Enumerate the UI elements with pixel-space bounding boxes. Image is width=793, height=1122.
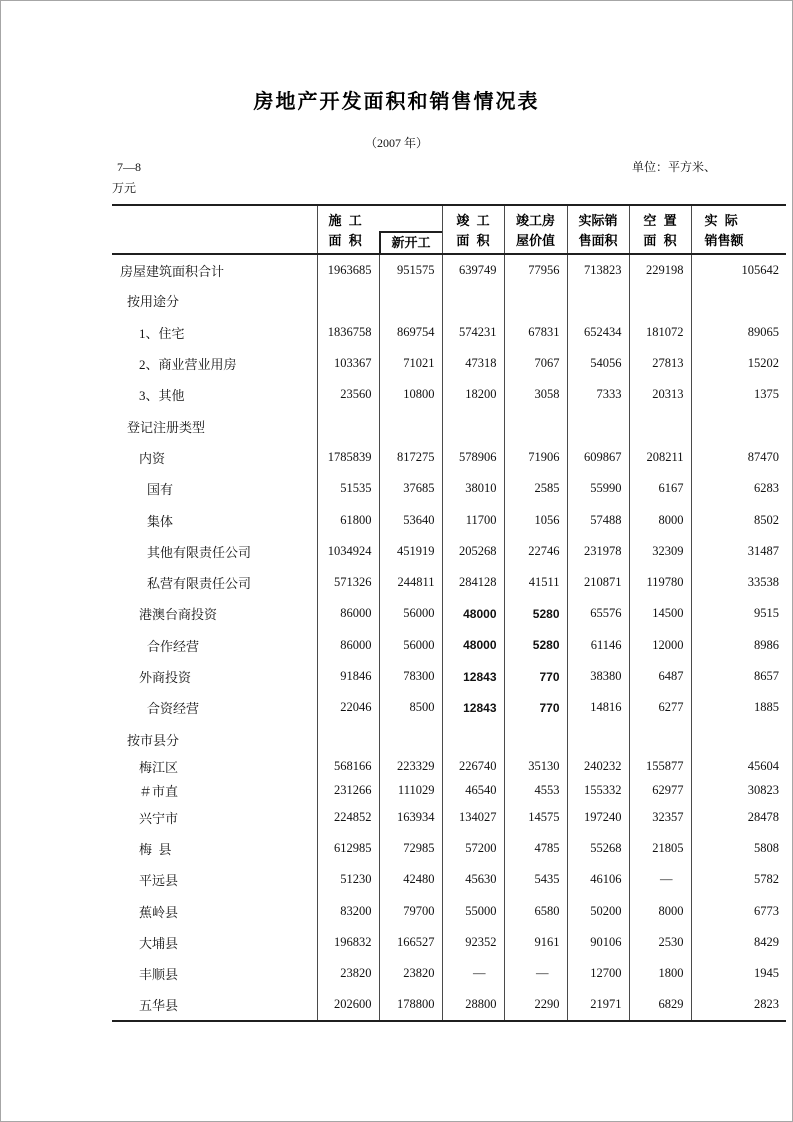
- cell-value: [442, 410, 504, 441]
- cell-value: 1785839: [317, 442, 379, 473]
- row-label: 1、住宅: [139, 325, 185, 341]
- cell-value: 57488: [567, 504, 629, 535]
- row-label: 兴宁市: [139, 810, 179, 826]
- table-row: [112, 410, 786, 441]
- col-header-vacant-area: 空 置 面 积: [629, 205, 691, 254]
- cell-value: 45630: [442, 864, 504, 895]
- cell-value: [442, 285, 504, 316]
- table-row: [112, 567, 786, 598]
- cell-value: 23560: [317, 379, 379, 410]
- cell-value: 9515: [691, 598, 786, 629]
- cell-value: 284128: [442, 567, 504, 598]
- cell-value: 48000: [442, 630, 504, 661]
- table-row: [112, 504, 786, 535]
- cell-value: 1945: [691, 958, 786, 989]
- table-row: [112, 990, 786, 1021]
- cell-value: 56000: [379, 598, 442, 629]
- cell-value: 1800: [629, 958, 691, 989]
- cell-value: 87470: [691, 442, 786, 473]
- table-row: [112, 536, 786, 567]
- cell-value: [691, 285, 786, 316]
- row-label: 五华县: [139, 998, 179, 1014]
- cell-value: [567, 410, 629, 441]
- cell-value: 92352: [442, 927, 504, 958]
- cell-value: 609867: [567, 442, 629, 473]
- cell-value: 105642: [691, 254, 786, 285]
- cell-value: 196832: [317, 927, 379, 958]
- cell-value: 7067: [504, 348, 567, 379]
- cell-value: 10800: [379, 379, 442, 410]
- row-label: 平远县: [139, 873, 179, 889]
- row-label: 私营有限责任公司: [147, 576, 252, 592]
- cell-value: [504, 285, 567, 316]
- cell-value: 86000: [317, 630, 379, 661]
- row-label: 国有: [147, 482, 174, 498]
- cell-value: 869754: [379, 317, 442, 348]
- cell-value: [379, 285, 442, 316]
- cell-value: 71021: [379, 348, 442, 379]
- cell-value: 12843: [442, 661, 504, 692]
- cell-value: 22046: [317, 692, 379, 723]
- cell-value: 21971: [567, 990, 629, 1021]
- cell-value: 574231: [442, 317, 504, 348]
- cell-value: 30823: [691, 778, 786, 802]
- cell-value: 14816: [567, 692, 629, 723]
- cell-value: 55000: [442, 896, 504, 927]
- page-title: 房地产开发面积和销售情况表: [253, 91, 540, 113]
- cell-value: 4553: [504, 778, 567, 802]
- table-code: 7—8: [117, 160, 141, 174]
- cell-value: [317, 410, 379, 441]
- cell-value: 571326: [317, 567, 379, 598]
- cell-value: 240232: [567, 755, 629, 779]
- cell-value: 38380: [567, 661, 629, 692]
- cell-value: 8657: [691, 661, 786, 692]
- cell-value: 1375: [691, 379, 786, 410]
- row-label: 丰顺县: [139, 967, 179, 983]
- cell-value: 155877: [629, 755, 691, 779]
- table-row: [112, 285, 786, 316]
- cell-value: 163934: [379, 802, 442, 833]
- cell-value: 231978: [567, 536, 629, 567]
- cell-value: 22746: [504, 536, 567, 567]
- cell-value: 639749: [442, 254, 504, 285]
- cell-value: 51535: [317, 473, 379, 504]
- table-row: [112, 473, 786, 504]
- cell-value: 6829: [629, 990, 691, 1021]
- cell-value: 21805: [629, 833, 691, 864]
- cell-value: [691, 410, 786, 441]
- cell-value: 53640: [379, 504, 442, 535]
- cell-value: 45604: [691, 755, 786, 779]
- cell-value: 67831: [504, 317, 567, 348]
- cell-value: 32357: [629, 802, 691, 833]
- cell-value: 18200: [442, 379, 504, 410]
- cell-value: 54056: [567, 348, 629, 379]
- cell-value: 1056: [504, 504, 567, 535]
- cell-value: 103367: [317, 348, 379, 379]
- cell-value: —: [629, 864, 691, 895]
- cell-value: 37685: [379, 473, 442, 504]
- cell-value: 12843: [442, 692, 504, 723]
- col-header-actual-sold-area: 实际销 售面积: [567, 205, 629, 254]
- cell-value: [442, 723, 504, 754]
- cell-value: 208211: [629, 442, 691, 473]
- cell-value: 5808: [691, 833, 786, 864]
- meta-row: [112, 159, 786, 176]
- row-label: 登记注册类型: [127, 419, 206, 435]
- table-row: [112, 348, 786, 379]
- unit-label-line2: 万元: [112, 181, 137, 195]
- cell-value: 8986: [691, 630, 786, 661]
- cell-value: 11700: [442, 504, 504, 535]
- row-label: 大埔县: [139, 936, 179, 952]
- cell-value: 6283: [691, 473, 786, 504]
- cell-value: 91846: [317, 661, 379, 692]
- cell-value: 210871: [567, 567, 629, 598]
- table-row: [112, 755, 786, 779]
- cell-value: 12700: [567, 958, 629, 989]
- cell-value: 155332: [567, 778, 629, 802]
- row-label: 梅江区: [139, 760, 179, 775]
- table-row: [112, 958, 786, 989]
- cell-value: 1836758: [317, 317, 379, 348]
- cell-value: 61146: [567, 630, 629, 661]
- row-label: 集体: [147, 513, 174, 529]
- table-row: [112, 723, 786, 754]
- table-row: [112, 833, 786, 864]
- row-label: 房屋建筑面积合计: [120, 263, 225, 279]
- cell-value: 46540: [442, 778, 504, 802]
- cell-value: 5435: [504, 864, 567, 895]
- cell-value: 14500: [629, 598, 691, 629]
- cell-value: 713823: [567, 254, 629, 285]
- cell-value: [504, 723, 567, 754]
- col-header-completed-value: 竣工房 屋价值: [504, 205, 567, 254]
- table-row: [112, 802, 786, 833]
- cell-value: 205268: [442, 536, 504, 567]
- table-row: [112, 896, 786, 927]
- cell-value: 14575: [504, 802, 567, 833]
- cell-value: 71906: [504, 442, 567, 473]
- cell-value: 78300: [379, 661, 442, 692]
- cell-value: 83200: [317, 896, 379, 927]
- cell-value: [379, 723, 442, 754]
- cell-value: 1963685: [317, 254, 379, 285]
- cell-value: 55990: [567, 473, 629, 504]
- cell-value: 28800: [442, 990, 504, 1021]
- col-header-actual-sales: 实 际 销售额: [691, 205, 786, 254]
- unit-label-line1: 单位：平方米、: [631, 160, 716, 174]
- cell-value: 244811: [379, 567, 442, 598]
- row-label: 3、其他: [139, 388, 185, 404]
- table-row: [112, 442, 786, 473]
- cell-value: 8000: [629, 896, 691, 927]
- row-label: 内资: [139, 450, 166, 466]
- row-label: 2、商业营业用房: [139, 357, 237, 373]
- statistics-table: [112, 204, 786, 1022]
- cell-value: 79700: [379, 896, 442, 927]
- table-row: [112, 661, 786, 692]
- cell-value: 28478: [691, 802, 786, 833]
- cell-value: 1885: [691, 692, 786, 723]
- cell-value: 77956: [504, 254, 567, 285]
- cell-value: 8429: [691, 927, 786, 958]
- cell-value: 41511: [504, 567, 567, 598]
- cell-value: 119780: [629, 567, 691, 598]
- cell-value: 56000: [379, 630, 442, 661]
- cell-value: 15202: [691, 348, 786, 379]
- cell-value: 578906: [442, 442, 504, 473]
- col-header-newly-started: 新开工: [379, 231, 442, 253]
- cell-value: 226740: [442, 755, 504, 779]
- cell-value: 90106: [567, 927, 629, 958]
- cell-value: 51230: [317, 864, 379, 895]
- cell-value: —: [442, 958, 504, 989]
- cell-value: 61800: [317, 504, 379, 535]
- table-row: [112, 692, 786, 723]
- row-label: 梅 县: [139, 842, 172, 858]
- cell-value: 20313: [629, 379, 691, 410]
- row-label: 港澳台商投资: [139, 607, 218, 623]
- cell-value: 23820: [317, 958, 379, 989]
- table-row: [112, 864, 786, 895]
- cell-value: 770: [504, 661, 567, 692]
- cell-value: 1034924: [317, 536, 379, 567]
- cell-value: 35130: [504, 755, 567, 779]
- cell-value: 48000: [442, 598, 504, 629]
- col-header-construction-area: 施 工 面 积 新开工: [317, 205, 442, 254]
- table-row: [112, 317, 786, 348]
- cell-value: 65576: [567, 598, 629, 629]
- cell-value: 2530: [629, 927, 691, 958]
- cell-value: 652434: [567, 317, 629, 348]
- row-label: 外商投资: [139, 670, 192, 685]
- cell-value: [317, 285, 379, 316]
- row-label: 合资经营: [147, 701, 200, 717]
- cell-value: 223329: [379, 755, 442, 779]
- cell-value: 23820: [379, 958, 442, 989]
- cell-value: [629, 410, 691, 441]
- cell-value: 770: [504, 692, 567, 723]
- cell-value: 4785: [504, 833, 567, 864]
- cell-value: 89065: [691, 317, 786, 348]
- cell-value: 7333: [567, 379, 629, 410]
- col-header-completed-area: 竣 工 面 积: [442, 205, 504, 254]
- cell-value: 32309: [629, 536, 691, 567]
- cell-value: 6773: [691, 896, 786, 927]
- cell-value: 197240: [567, 802, 629, 833]
- cell-value: 134027: [442, 802, 504, 833]
- cell-value: 2823: [691, 990, 786, 1021]
- cell-value: 5280: [504, 598, 567, 629]
- cell-value: [567, 723, 629, 754]
- cell-value: 27813: [629, 348, 691, 379]
- cell-value: 817275: [379, 442, 442, 473]
- row-label: 蕉岭县: [139, 904, 179, 920]
- cell-value: [317, 723, 379, 754]
- cell-value: [629, 285, 691, 316]
- cell-value: 5782: [691, 864, 786, 895]
- cell-value: 111029: [379, 778, 442, 802]
- cell-value: 8502: [691, 504, 786, 535]
- cell-value: [379, 410, 442, 441]
- cell-value: 6277: [629, 692, 691, 723]
- header-row: [112, 205, 786, 254]
- cell-value: 38010: [442, 473, 504, 504]
- cell-value: 229198: [629, 254, 691, 285]
- cell-value: [567, 285, 629, 316]
- cell-value: 2290: [504, 990, 567, 1021]
- row-label: 按用途分: [127, 294, 180, 310]
- cell-value: 5280: [504, 630, 567, 661]
- cell-value: 6487: [629, 661, 691, 692]
- row-label: 按市县分: [127, 732, 180, 748]
- table-row: [112, 379, 786, 410]
- table-body: [112, 254, 786, 1021]
- table-row: [112, 778, 786, 802]
- cell-value: 612985: [317, 833, 379, 864]
- cell-value: —: [504, 958, 567, 989]
- cell-value: 3058: [504, 379, 567, 410]
- cell-value: 50200: [567, 896, 629, 927]
- cell-value: 62977: [629, 778, 691, 802]
- cell-value: 8000: [629, 504, 691, 535]
- cell-value: 178800: [379, 990, 442, 1021]
- cell-value: 166527: [379, 927, 442, 958]
- cell-value: 57200: [442, 833, 504, 864]
- cell-value: 202600: [317, 990, 379, 1021]
- cell-value: 224852: [317, 802, 379, 833]
- table-row: [112, 254, 786, 285]
- cell-value: 33538: [691, 567, 786, 598]
- cell-value: 55268: [567, 833, 629, 864]
- cell-value: 9161: [504, 927, 567, 958]
- cell-value: 46106: [567, 864, 629, 895]
- cell-value: 6580: [504, 896, 567, 927]
- cell-value: 47318: [442, 348, 504, 379]
- cell-value: 42480: [379, 864, 442, 895]
- cell-value: 8500: [379, 692, 442, 723]
- cell-value: 72985: [379, 833, 442, 864]
- cell-value: 451919: [379, 536, 442, 567]
- cell-value: 568166: [317, 755, 379, 779]
- cell-value: [504, 410, 567, 441]
- cell-value: 2585: [504, 473, 567, 504]
- cell-value: 12000: [629, 630, 691, 661]
- cell-value: [629, 723, 691, 754]
- table-row: [112, 598, 786, 629]
- cell-value: 231266: [317, 778, 379, 802]
- row-label: 其他有限责任公司: [147, 544, 252, 560]
- cell-value: 181072: [629, 317, 691, 348]
- cell-value: 31487: [691, 536, 786, 567]
- cell-value: 951575: [379, 254, 442, 285]
- page-subtitle: （2007 年）: [364, 136, 428, 150]
- cell-value: 6167: [629, 473, 691, 504]
- table-row: [112, 630, 786, 661]
- table-row: [112, 927, 786, 958]
- cell-value: [691, 723, 786, 754]
- cell-value: 86000: [317, 598, 379, 629]
- col-header-row-labels: [112, 205, 317, 254]
- row-label: 合作经营: [147, 638, 200, 654]
- row-label: ＃市直: [139, 783, 179, 799]
